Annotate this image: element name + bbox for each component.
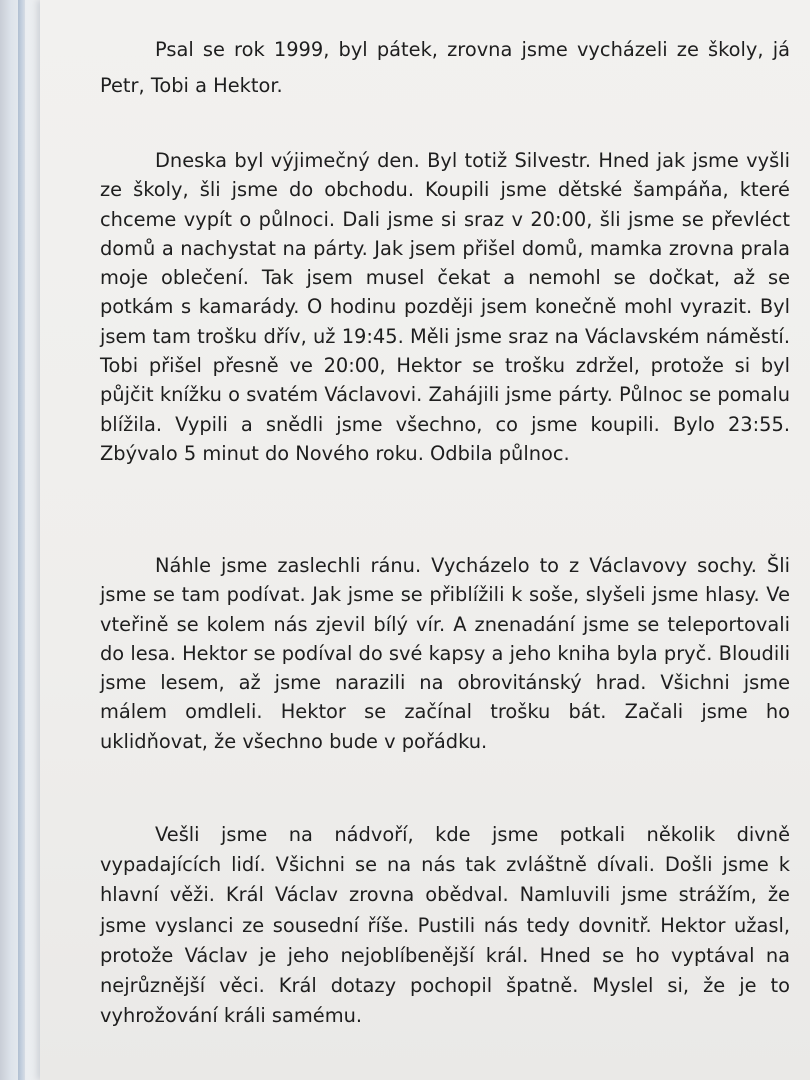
paper-sheet: [40, 0, 810, 1080]
paragraph-2: Dneska byl výjimečný den. Byl totiž Silvestr. Hned jak jsme vyšli ze školy, šli jsme do obchodu. Koupili jsme dětské šampáňa, které chceme vypít o půlnoci. Dali jsme si sraz v 20:00, šli jsme se převléct domů a nachystat na párty. Jak jsem přišel domů, mamka zrovna prala moje oblečení. Tak jsem musel čekat a nemohl se dočkat, až se potkám s kamarády. O hodinu později jsem konečně mohl vyrazit. Byl jsem tam trošku dřív, už 19:45. Měli jsme sraz na Václavském náměstí. Tobi přišel přesně ve 20:00, Hektor se trošku zdržel, protože si byl půjčit knížku o svatém Václavovi. Zahájili jsme párty. Půlnoc se pomalu blížila. Vypili a snědli jsme všechno, co jsme koupili. Bylo 23:55. Zbývalo 5 minut do Nového roku. Odbila půlnoc.: [100, 149, 790, 465]
binder-edge-line: [18, 0, 25, 1080]
paragraph-3: Náhle jsme zaslechli ránu. Vycházelo to z Václavovy sochy. Šli jsme se tam podívat. Jak jsme se přiblížili k soše, slyšeli jsme hlasy. Ve vteřině se kolem nás zjevil bílý vír. A znenadání jsme se teleportovali do lesa. Hektor se podíval do své kapsy a jeho kniha byla pryč. Bloudili jsme lesem, až jsme narazili na obrovitánský hrad. Všichni jsme málem omdleli. Hektor se začínal trošku bát. Začali jsme ho uklidňovat, že všechno bude v pořádku.: [100, 554, 790, 753]
paragraph-4: Vešli jsme na nádvoří, kde jsme potkali několik divně vypadajících lidí. Všichni se na nás tak zvláštně dívali. Došli jsme k hlavní věži. Král Václav zrovna obědval. Namluvili jsme strážím, že jsme vyslanci ze sousední říše. Pustili nás tedy dovnitř. Hektor užasl, protože Václav je jeho nejoblíbenější král. Hned se ho vyptával na nejrůznější věci. Král dotazy pochopil špatně. Myslel si, že je to vyhrožování králi samému.: [100, 823, 790, 1028]
paragraph-1: Psal se rok 1999, byl pátek, zrovna jsme vycházeli ze školy, já Petr, Tobi a Hektor.: [100, 38, 790, 97]
